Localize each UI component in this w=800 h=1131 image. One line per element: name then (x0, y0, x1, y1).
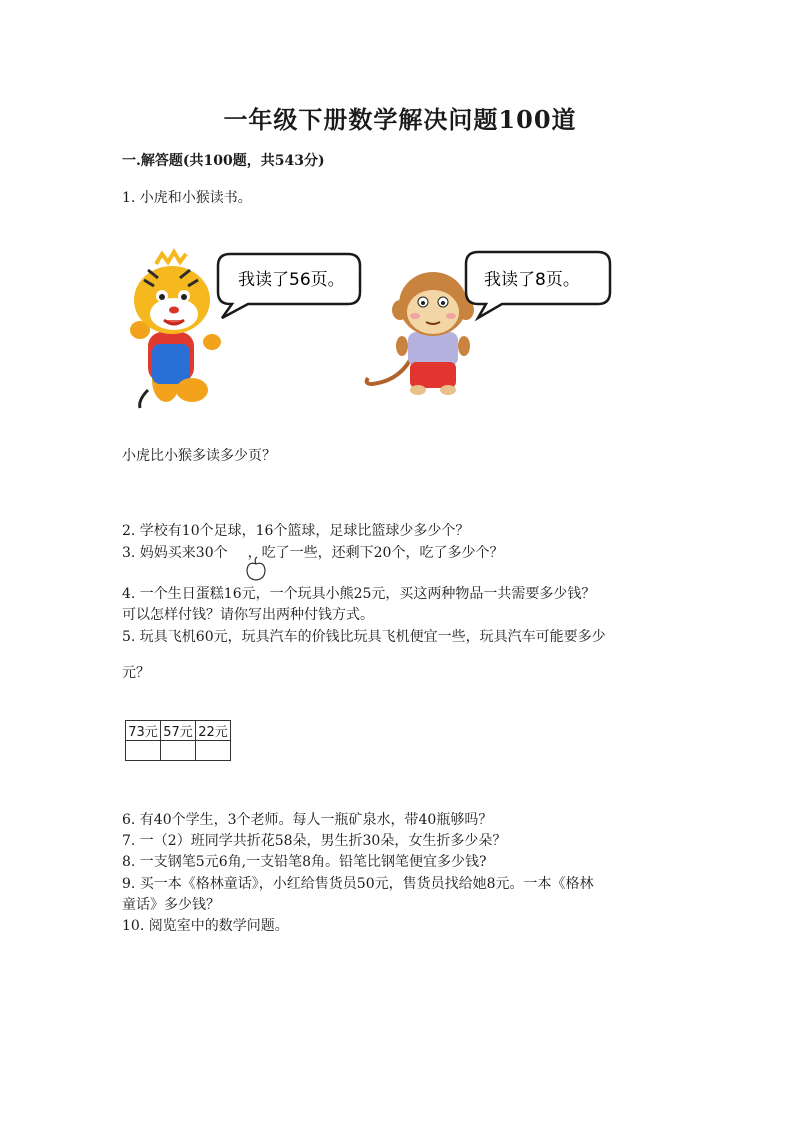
answer-cell[interactable] (126, 741, 161, 761)
price-cell: 22元 (196, 721, 231, 741)
question-3-part2: ，吃了一些，还剩下20个，吃了多少个？ (247, 545, 504, 561)
page-title: 一年级下册数学解决问题100道 (223, 105, 577, 134)
question-8: 8. 一支钢笔5元6角,一支铅笔8角。铅笔比钢笔便宜多少钱? (122, 854, 487, 870)
question-2: 2. 学校有10个足球，16个篮球，足球比篮球少多少个？ (122, 523, 470, 539)
question-10: 10. 阅览室中的数学问题。 (122, 918, 289, 934)
question-1-prompt: 小虎比小猴多读多少页？ (122, 448, 276, 464)
section-heading: 一.解答题(共100题，共543分) (122, 153, 325, 169)
question-7: 7. 一（2）班同学共折花58朵，男生折30朵，女生折多少朵？ (122, 833, 507, 849)
apple-icon (244, 556, 268, 582)
price-table (125, 720, 231, 761)
question-9-line1: 9. 买一本《格林童话》，小红给售货员50元，售货员找给她8元。一本《格林 (122, 876, 594, 892)
question-6: 6. 有40个学生，3个老师。每人一瓶矿泉水，带40瓶够吗？ (122, 812, 493, 828)
tiger-character (130, 252, 221, 408)
table-row (126, 721, 231, 741)
question-1: 1. 小虎和小猴读书。 (122, 190, 252, 206)
question-4-line2: 可以怎样付钱？请你写出两种付钱方式。 (122, 607, 374, 623)
reading-illustration (118, 240, 618, 410)
monkey-speech-text: 我读了8页。 (484, 270, 580, 290)
question-3-part1: 3. 妈妈买来30个 (122, 545, 228, 561)
monkey-character (367, 272, 474, 395)
question-5-line1: 5. 玩具飞机60元，玩具汽车的价钱比玩具飞机便宜一些，玩具汽车可能要多少 (122, 629, 606, 645)
question-4-line1: 4. 一个生日蛋糕16元，一个玩具小熊25元，买这两种物品一共需要多少钱？ (122, 586, 596, 602)
price-cell: 57元 (161, 721, 196, 741)
price-cell: 73元 (126, 721, 161, 741)
question-3 (122, 543, 503, 563)
answer-cell[interactable] (161, 741, 196, 761)
table-row (126, 741, 231, 761)
question-5-line2: 元？ (122, 665, 150, 681)
question-9-line2: 童话》多少钱？ (122, 897, 220, 913)
tiger-speech-text: 我读了56页。 (238, 270, 345, 290)
answer-cell[interactable] (196, 741, 231, 761)
